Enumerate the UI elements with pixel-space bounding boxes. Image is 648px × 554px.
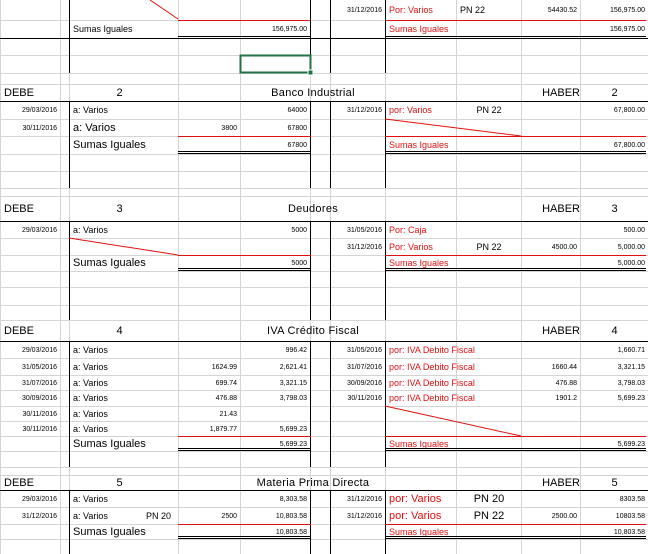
debe-header: DEBE [4,202,34,215]
sumas-iguales-label: Sumas Iguales [73,437,146,450]
haber-sumas-iguales-label: Sumas Iguales [389,24,449,34]
selected-cell[interactable] [241,56,311,73]
haber-date: 31/07/2016 [346,363,382,371]
debe-label: a: Varios [73,510,108,521]
haber-amount: 4500.00 [551,243,577,251]
debe-label: a: Varios [73,377,108,388]
haber-date: 30/11/2016 [347,395,382,402]
debe-total: 5000 [291,226,307,234]
debe-amount: 21.43 [219,410,237,418]
haber-date: 30/09/2016 [346,379,382,387]
haber-sumas-iguales-label: Sumas Iguales [389,140,449,150]
haber-sumas-iguales-label: Sumas Iguales [389,258,449,268]
haber-total: 156,975.00 [609,7,645,14]
debe-total: 5,699.23 [279,425,307,433]
debe-amount: 476.88 [215,395,237,402]
haber-account-number: 3 [611,202,618,215]
haber-amount: 476.88 [555,379,577,387]
debe-label: a: Varios [73,393,108,403]
debe-label: a: Varios [73,361,108,372]
haber-amount: 1660.44 [551,363,577,371]
debe-date: 31/07/2016 [21,379,57,387]
account-number: 5 [116,476,123,489]
debe-label: a: Varios [73,344,108,355]
account-number: 3 [116,202,123,215]
haber-amount: 54430.52 [547,7,577,14]
haber-sumas-total: 156,975.00 [609,26,645,33]
haber-date: 31/12/2016 [346,243,382,251]
haber-sumas-iguales-label: Sumas Iguales [389,438,449,449]
haber-ref: PN 22 [473,509,505,522]
haber-date: 31/12/2016 [346,107,382,114]
haber-date: 31/05/2016 [346,226,382,234]
sumas-iguales-label: Sumas Iguales [73,525,146,538]
cancellation-line [69,238,178,255]
haber-total: 67,800.00 [613,107,645,114]
cancellation-line [385,119,521,136]
debe-sumas-total: 10,803.58 [275,528,307,536]
account-name: Banco Industrial [271,86,355,99]
haber-label: Por: Varios [389,241,433,252]
debe-label: a: Varios [73,493,108,504]
haber-total: 1,660.71 [617,346,645,354]
debe-date: 30/09/2016 [21,395,57,402]
debe-total: 10,803.58 [275,512,307,520]
haber-ref: PN 20 [473,492,505,505]
haber-account-number: 5 [611,476,618,489]
haber-header: HABER [542,202,580,215]
haber-label: por: IVA Debito Fiscal [389,361,475,372]
debe-date: 29/03/2016 [21,346,57,354]
debe-date: 31/12/2016 [21,512,57,520]
haber-account-number: 2 [611,86,618,99]
debe-amount: 2500 [221,512,237,520]
debe-label: a: Varios [73,105,108,115]
haber-date: 31/12/2016 [346,495,382,503]
debe-date: 29/03/2016 [21,495,57,503]
debe-sumas-total: 5000 [291,260,307,267]
debe-total: 67800 [287,124,307,132]
haber-label: Por: Varios [389,5,433,15]
haber-label: por: IVA Debito Fiscal [389,344,475,355]
debe-date: 30/11/2016 [22,124,57,132]
haber-sumas-total: 10,803.58 [613,528,645,536]
haber-date: 31/12/2016 [346,7,382,14]
haber-label: por: Varios [389,492,442,505]
fill-handle[interactable] [308,70,313,75]
haber-total: 3,798.03 [617,379,645,387]
debe-header: DEBE [4,476,34,489]
debe-date: 29/03/2016 [21,226,57,234]
haber-label: por: IVA Debito Fiscal [389,393,475,403]
haber-date: 31/05/2016 [346,346,382,354]
debe-total: 64000 [287,107,307,114]
haber-total: 3,321.15 [617,363,645,371]
account-name: IVA Crédito Fiscal [266,324,359,337]
account-number: 4 [116,324,123,337]
haber-sumas-iguales-label: Sumas Iguales [389,526,449,537]
haber-header: HABER [542,476,580,489]
haber-ref: PN 22 [476,105,502,115]
debe-total: 8,303.58 [279,495,307,503]
haber-label: por: IVA Debito Fiscal [389,377,475,388]
debe-amount: 1,879.77 [209,425,237,433]
sumas-iguales-label: Sumas Iguales [73,24,133,34]
haber-amount: 2500.00 [551,512,577,520]
haber-sumas-total: 5,699.23 [617,440,645,448]
debe-amount: 699.74 [215,379,237,387]
debe-label: a: Varios [73,423,108,434]
debe-label: a: Varios [73,121,116,134]
debe-sumas-total: 156,975.00 [271,26,307,33]
cancellation-line [150,0,178,19]
debe-total: 3,798.03 [279,395,307,402]
haber-sumas-total: 67,800.00 [613,142,645,149]
haber-account-number: 4 [611,324,618,337]
debe-amount: 1624.99 [211,363,237,371]
haber-total: 5,699.23 [617,395,645,402]
debe-header: DEBE [4,324,34,337]
haber-total: 5,000.00 [617,243,645,251]
haber-label: por: Varios [389,105,432,115]
debe-header: DEBE [4,86,34,99]
haber-total: 500.00 [623,226,645,234]
account-number: 2 [116,86,123,99]
haber-header: HABER [542,86,580,99]
haber-label: por: Varios [389,509,442,522]
debe-date: 31/05/2016 [21,363,57,371]
haber-amount: 1901.2 [555,395,577,402]
haber-total: 10803.58 [615,512,645,520]
haber-ref: PN 22 [476,241,502,252]
haber-sumas-total: 5,000.00 [617,260,645,267]
account-name: Deudores [287,202,339,215]
debe-label: a: Varios [73,224,108,235]
sumas-iguales-label: Sumas Iguales [73,139,146,151]
debe-sumas-total: 5,699.23 [279,440,307,448]
debe-date: 30/11/2016 [22,410,57,418]
debe-total: 3,321.15 [279,379,307,387]
debe-total: 996.42 [285,346,307,354]
haber-header: HABER [542,324,580,337]
haber-date: 31/12/2016 [346,512,382,520]
haber-label: Por: Caja [389,224,427,235]
debe-date: 29/03/2016 [21,107,57,114]
haber-total: 8303.58 [619,495,645,503]
haber-ref: PN 22 [460,5,486,15]
debe-label: a: Varios [73,408,108,419]
account-name: Materia Prima Directa [256,476,370,489]
debe-sumas-total: 67800 [287,142,307,149]
debe-ref: PN 20 [146,510,172,521]
cancellation-line [385,406,521,436]
debe-amount: 3800 [221,124,237,132]
sumas-iguales-label: Sumas Iguales [73,257,146,269]
debe-date: 30/11/2016 [22,425,57,433]
debe-total: 2,621.41 [279,363,307,371]
